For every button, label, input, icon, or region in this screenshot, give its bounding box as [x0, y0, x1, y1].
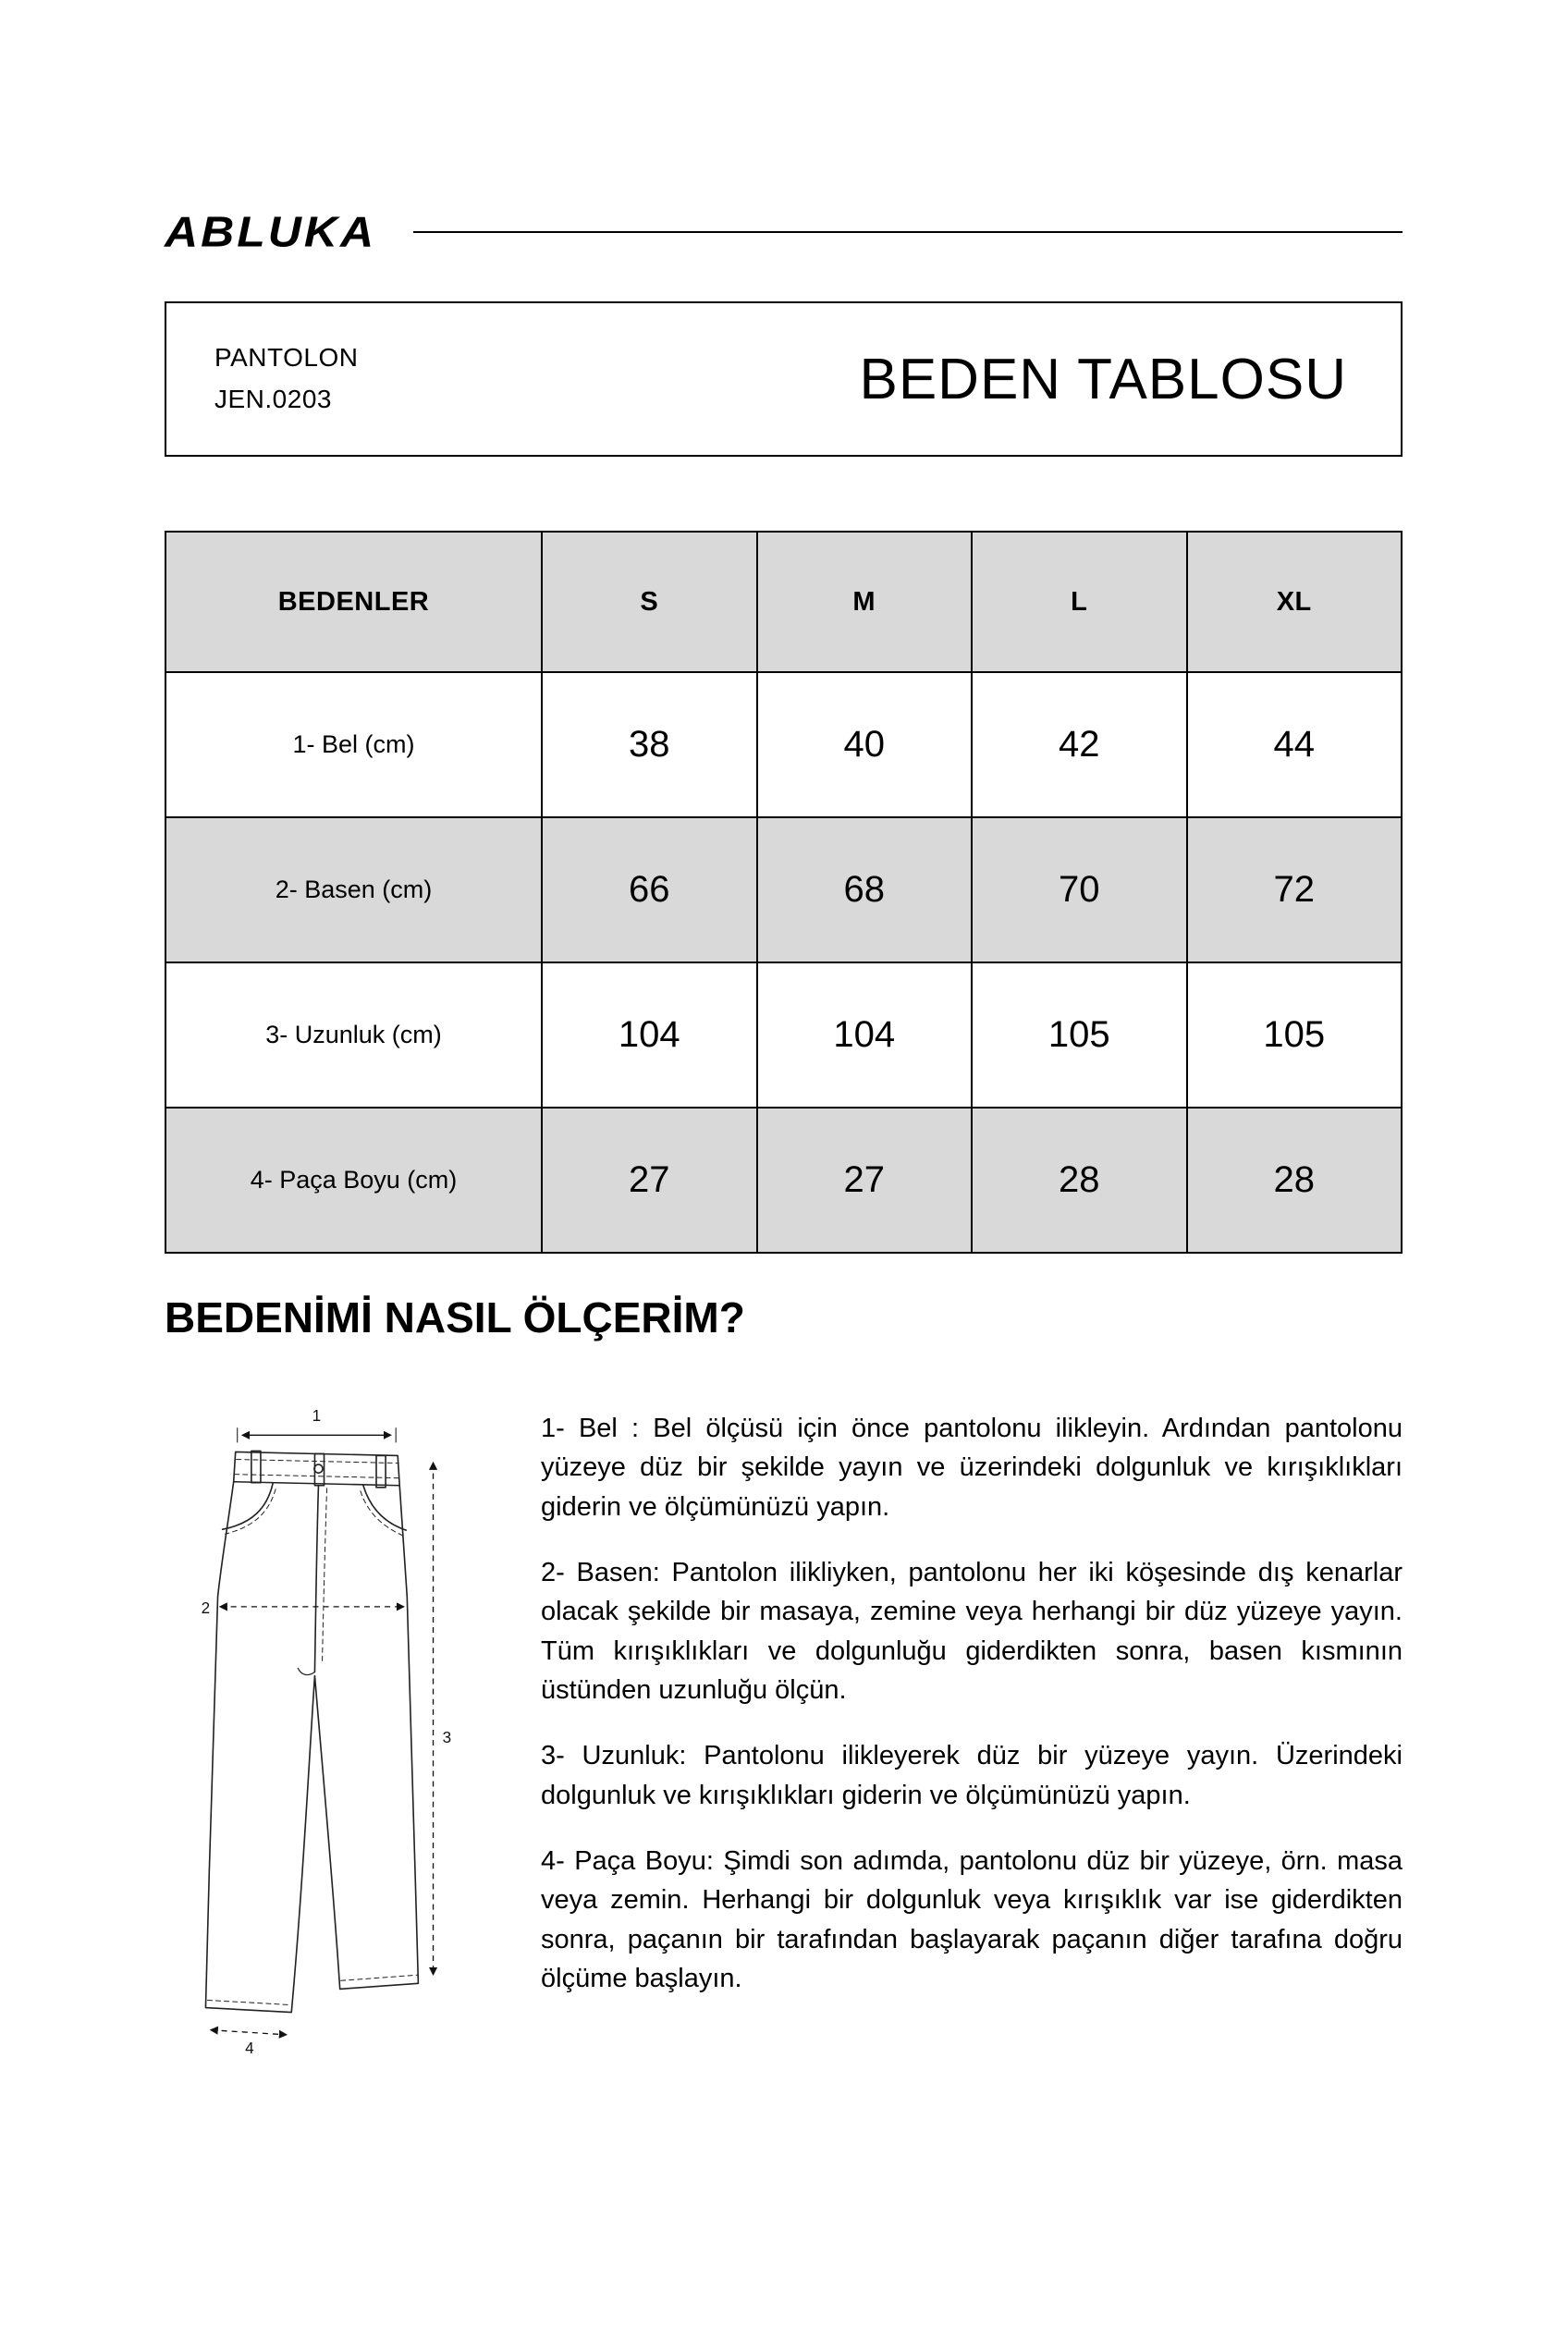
size-value-cell: 27 — [757, 1108, 973, 1253]
product-type-label: PANTOLON — [214, 343, 359, 373]
table-row-basen — [165, 817, 1402, 962]
size-value-cell: 105 — [1187, 962, 1403, 1108]
column-header-xl: XL — [1187, 532, 1403, 672]
size-value-cell: 44 — [1187, 672, 1403, 817]
measure-instructions — [541, 1409, 1403, 1998]
size-value-cell: 66 — [542, 817, 757, 962]
size-value-cell: 27 — [542, 1108, 757, 1253]
row-label-cell: 1- Bel (cm) — [165, 672, 542, 817]
table-row-bel — [165, 672, 1402, 817]
measure-step-bel: 1- Bel : Bel ölçüsü için önce pantolonu ilikleyin. Ardından pantolonu yüzeye düz bir şekilde yayın ve üzerindeki dolgunluk ve kırışıklıkları giderin ve ölçümünüzü yapın. — [541, 1414, 1403, 1522]
row-label-cell: 3- Uzunluk (cm) — [165, 962, 542, 1108]
column-header-l: L — [972, 532, 1187, 672]
size-value-cell: 72 — [1187, 817, 1403, 962]
table-row-uzunluk — [165, 962, 1402, 1108]
row-label-cell: 2- Basen (cm) — [165, 817, 542, 962]
logo-divider-line — [413, 231, 1403, 233]
measurement-guide-lines — [211, 1427, 433, 2035]
marker-label-1: 1 — [312, 1406, 322, 1426]
pants-measurement-diagram — [162, 1403, 481, 2056]
size-value-cell: 38 — [542, 672, 757, 817]
brand-logo: ABLUKA — [165, 208, 377, 256]
marker-label-3: 3 — [442, 1728, 452, 1747]
size-value-cell: 28 — [972, 1108, 1187, 1253]
size-table — [165, 531, 1403, 1254]
product-code-label: JEN.0203 — [214, 385, 332, 413]
measurement-marker-labels — [202, 1406, 451, 2056]
column-header-m: M — [757, 532, 973, 672]
brand-header — [165, 205, 1403, 259]
size-value-cell: 104 — [542, 962, 757, 1108]
product-info — [214, 337, 358, 421]
column-header-bedenler: BEDENLER — [165, 532, 542, 672]
title-box — [165, 301, 1403, 457]
measure-step-uzunluk: 3- Uzunluk: Pantolonu ilikleyerek düz bir yüzeye yayın. Üzerindeki dolgunluk ve kırışıklıkları giderin ve ölçümünüzü yapın. — [541, 1741, 1403, 1810]
pants-outline-sketch — [205, 1451, 418, 2012]
size-value-cell: 70 — [972, 817, 1187, 962]
marker-label-4: 4 — [245, 2038, 254, 2056]
size-value-cell: 40 — [757, 672, 973, 817]
column-header-s: S — [542, 532, 757, 672]
size-value-cell: 42 — [972, 672, 1187, 817]
marker-label-2: 2 — [201, 1598, 211, 1617]
size-value-cell: 28 — [1187, 1108, 1403, 1253]
size-value-cell: 68 — [757, 817, 973, 962]
size-value-cell: 105 — [972, 962, 1187, 1108]
measure-step-paca-boyu: 4- Paça Boyu: Şimdi son adımda, pantolonu düz bir yüzeye, örn. masa veya zemin. Herhangi bir dolgunluk veya kırışıklık var ise giderdikten sonra, paçanın bir tarafından başlayarak paçanın diğer tarafına doğru ölçüme başlayın. — [541, 1845, 1403, 1993]
page-title: BEDEN TABLOSU — [859, 347, 1347, 411]
row-label-cell: 4- Paça Boyu (cm) — [165, 1108, 542, 1253]
measure-step-basen: 2- Basen: Pantolon ilikliyken, pantolonu her iki köşesinde dış kenarlar olacak şekilde bir masaya, zemine veya herhangi bir düz yüzeye yayın. Tüm kırışıklıkları ve dolgunluğu giderdikten sonra, basen kısmının üstünden uzunluğu ölçün. — [541, 1557, 1403, 1705]
measure-section-heading: BEDENİMİ NASIL ÖLÇERİM? — [165, 1293, 745, 1341]
size-value-cell: 104 — [757, 962, 973, 1108]
size-table-header-row — [165, 532, 1402, 672]
table-row-paca-boyu — [165, 1108, 1402, 1253]
